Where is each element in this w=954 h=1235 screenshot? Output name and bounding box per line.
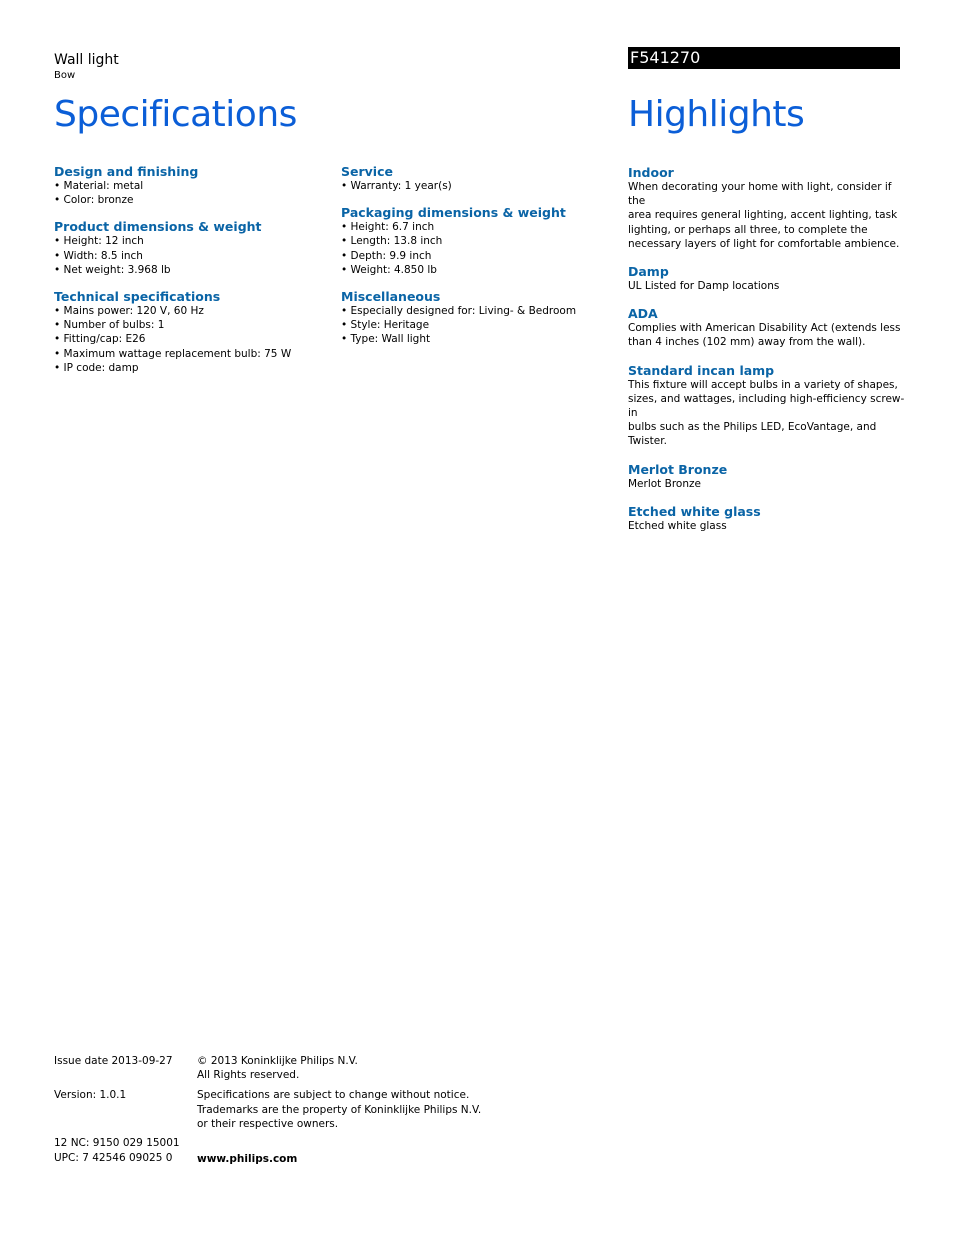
highlights-heading: Highlights — [628, 94, 805, 135]
highlight-line: Twister. — [628, 435, 667, 448]
product-type: Wall light — [54, 52, 119, 68]
highlight-line: lighting, or perhaps all three, to complete the — [628, 223, 868, 236]
spec-item: • Height: 12 inch — [54, 235, 144, 248]
spec-item: • Number of bulbs: 1 — [54, 319, 165, 332]
spec-section-design — [54, 164, 324, 207]
spec-item: • Net weight: 3.968 lb — [54, 263, 171, 276]
section-title: Design and finishing — [54, 164, 199, 179]
spec-section-technical — [54, 289, 324, 375]
footer-left — [54, 1054, 194, 1165]
notice-line: Specifications are subject to change without notice. — [197, 1089, 470, 1102]
product-name: Bow — [54, 70, 76, 81]
highlight-standard-incan-lamp — [628, 363, 908, 449]
spec-item: • Fitting/cap: E26 — [54, 333, 146, 346]
version: Version: 1.0.1 — [54, 1089, 127, 1102]
highlight-title: ADA — [628, 306, 658, 322]
spec-item: • IP code: damp — [54, 361, 139, 374]
highlight-title: Etched white glass — [628, 503, 761, 519]
spec-item: • Height: 6.7 inch — [341, 221, 435, 234]
spec-item: • Weight: 4.850 lb — [341, 263, 437, 276]
highlight-indoor — [628, 165, 908, 251]
highlight-line: Merlot Bronze — [628, 477, 701, 490]
highlight-title: Merlot Bronze — [628, 461, 728, 477]
highlight-line: necessary layers of light for comfortable ambience. — [628, 237, 900, 250]
highlight-line: sizes, and wattages, including high-efficiency screw-in — [628, 392, 905, 420]
footer-right — [197, 1054, 497, 1166]
spec-item: • Especially designed for: Living- & Bedroom — [341, 305, 577, 318]
spec-item: • Style: Heritage — [341, 319, 430, 332]
highlight-title: Standard incan lamp — [628, 362, 775, 378]
spec-item: • Color: bronze — [54, 194, 134, 207]
specifications-heading: Specifications — [54, 94, 297, 135]
spec-item: • Depth: 9.9 inch — [341, 249, 432, 262]
issue-date: Issue date 2013-09-27 — [54, 1055, 173, 1067]
section-title: Service — [341, 164, 393, 179]
section-title: Product dimensions & weight — [54, 219, 262, 235]
highlights-column — [628, 165, 908, 546]
notice-line: or their respective owners. — [197, 1117, 339, 1130]
highlight-line: This fixture will accept bulbs in a variety of shapes, — [628, 378, 898, 391]
notice-line: Trademarks are the property of Koninklijke Philips N.V. — [197, 1103, 482, 1116]
highlight-merlot-bronze — [628, 462, 908, 491]
model-number-bar: F541270 — [628, 47, 900, 69]
highlight-damp — [628, 264, 908, 293]
highlight-line: area requires general lighting, accent lighting, task — [628, 209, 898, 222]
copyright-line: © 2013 Koninklijke Philips N.V. — [197, 1055, 358, 1067]
highlight-title: Indoor — [628, 165, 674, 180]
nc-code: 12 NC: 9150 029 15001 — [54, 1137, 180, 1150]
section-title: Miscellaneous — [341, 289, 441, 305]
spec-item: • Maximum wattage replacement bulb: 75 W — [54, 347, 292, 360]
highlight-line: UL Listed for Damp locations — [628, 280, 780, 293]
highlight-line: Complies with American Disability Act (extends less — [628, 322, 901, 335]
spec-item: • Type: Wall light — [341, 333, 431, 346]
spec-column-2 — [341, 164, 611, 359]
spec-item: • Length: 13.8 inch — [341, 235, 443, 248]
highlight-line: Etched white glass — [628, 519, 727, 532]
spec-item: • Width: 8.5 inch — [54, 249, 143, 262]
highlight-title: Damp — [628, 264, 669, 280]
highlight-etched-white-glass — [628, 504, 908, 533]
highlight-line: When decorating your home with light, consider if the — [628, 181, 892, 208]
copyright-line: All Rights reserved. — [197, 1069, 300, 1082]
section-title: Packaging dimensions & weight — [341, 205, 566, 221]
highlight-line: bulbs such as the Philips LED, EcoVantage, and — [628, 421, 877, 434]
spec-item: • Mains power: 120 V, 60 Hz — [54, 305, 204, 318]
upc-code: UPC: 7 42546 09025 0 — [54, 1151, 173, 1164]
spec-section-product-dimensions — [54, 219, 324, 277]
spec-section-packaging — [341, 205, 611, 277]
highlight-ada — [628, 306, 908, 349]
highlight-line: than 4 inches (102 mm) away from the wall). — [628, 336, 866, 349]
section-title: Technical specifications — [54, 289, 221, 305]
philips-website-link[interactable]: www.philips.com — [197, 1153, 298, 1166]
spec-section-miscellaneous — [341, 289, 611, 347]
spec-section-service — [341, 164, 611, 193]
spec-item: • Material: metal — [54, 180, 144, 192]
spec-column-1 — [54, 164, 324, 387]
spec-item: • Warranty: 1 year(s) — [341, 180, 452, 192]
